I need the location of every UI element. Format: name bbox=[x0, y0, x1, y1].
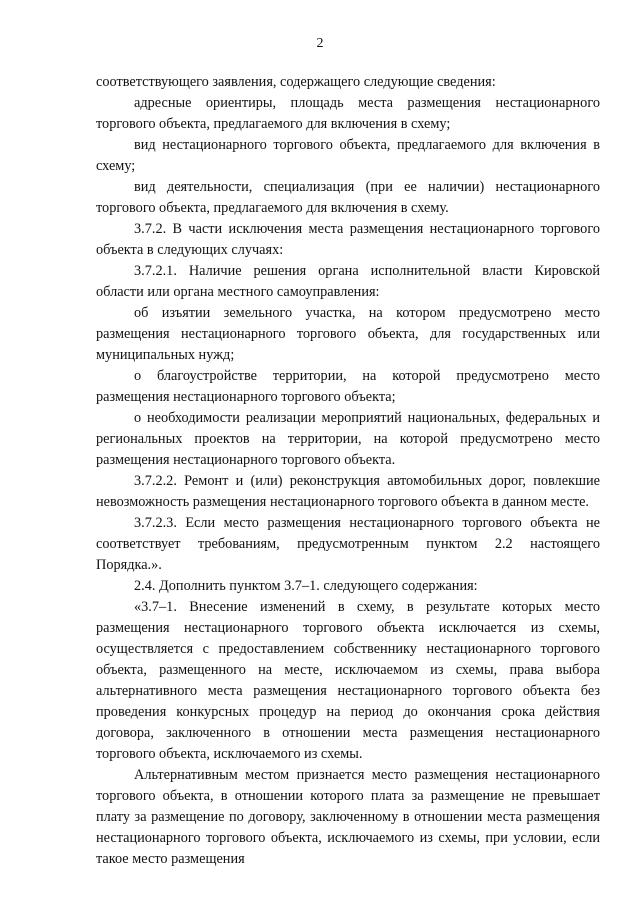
paragraph: 3.7.2.2. Ремонт и (или) реконструкция автомобильных дорог, повлекшие невозможность размещения нестационарного торгового объекта в данном месте. bbox=[96, 473, 600, 510]
paragraph: 3.7.2.1. Наличие решения органа исполнительной власти Кировской области или органа местного самоуправления: bbox=[96, 263, 600, 300]
paragraph: о необходимости реализации мероприятий национальных, федеральных и региональных проектов на территории, на которой предусмотрено место размещения нестационарного торгового объекта. bbox=[96, 410, 600, 468]
paragraph: «3.7–1. Внесение изменений в схему, в результате которых место размещения нестационарного торгового объекта исключается из схемы, осуществляется с предоставлением собственнику нестационарного торгового объекта, размещенного на месте, исключаемом из схемы, права выбора альтернативного места размещения нестационарного торгового объекта без проведения конкурсных процедур на период до окончания срока действия договора, заключенного в отношении места размещения нестационарного торгового объекта, исключаемого из схемы. bbox=[96, 599, 600, 762]
paragraph: 3.7.2.3. Если место размещения нестационарного торгового объекта не соответствует требованиям, предусмотренным пунктом 2.2 настоящего Порядка.». bbox=[96, 515, 600, 573]
paragraph: 2.4. Дополнить пунктом 3.7–1. следующего содержания: bbox=[134, 578, 478, 594]
paragraph: вид нестационарного торгового объекта, предлагаемого для включения в схему; bbox=[96, 137, 600, 174]
paragraph: о благоустройстве территории, на которой предусмотрено место размещения нестационарного торгового объекта; bbox=[96, 368, 600, 405]
paragraph: об изъятии земельного участка, на котором предусмотрено место размещения нестационарного торгового объекта, для государственных или муниципальных нужд; bbox=[96, 305, 600, 363]
paragraph: Альтернативным местом признается место размещения нестационарного торгового объекта, в отношении которого плата за размещение не превышает плату за размещение по договору, заключенному в отношении места размещения нестационарного торгового объекта, исключаемого из схемы, при условии, если такое место размещения bbox=[96, 767, 600, 867]
paragraph: 3.7.2. В части исключения места размещения нестационарного торгового объекта в следующих случаях: bbox=[96, 221, 600, 258]
document-body bbox=[96, 72, 600, 870]
paragraph: адресные ориентиры, площадь места размещения нестационарного торгового объекта, предлагаемого для включения в схему; bbox=[96, 95, 600, 132]
paragraph: соответствующего заявления, содержащего следующие сведения: bbox=[96, 74, 496, 90]
paragraph: вид деятельности, специализация (при ее наличии) нестационарного торгового объекта, предлагаемого для включения в схему. bbox=[96, 179, 600, 216]
page-number: 2 bbox=[316, 36, 324, 51]
